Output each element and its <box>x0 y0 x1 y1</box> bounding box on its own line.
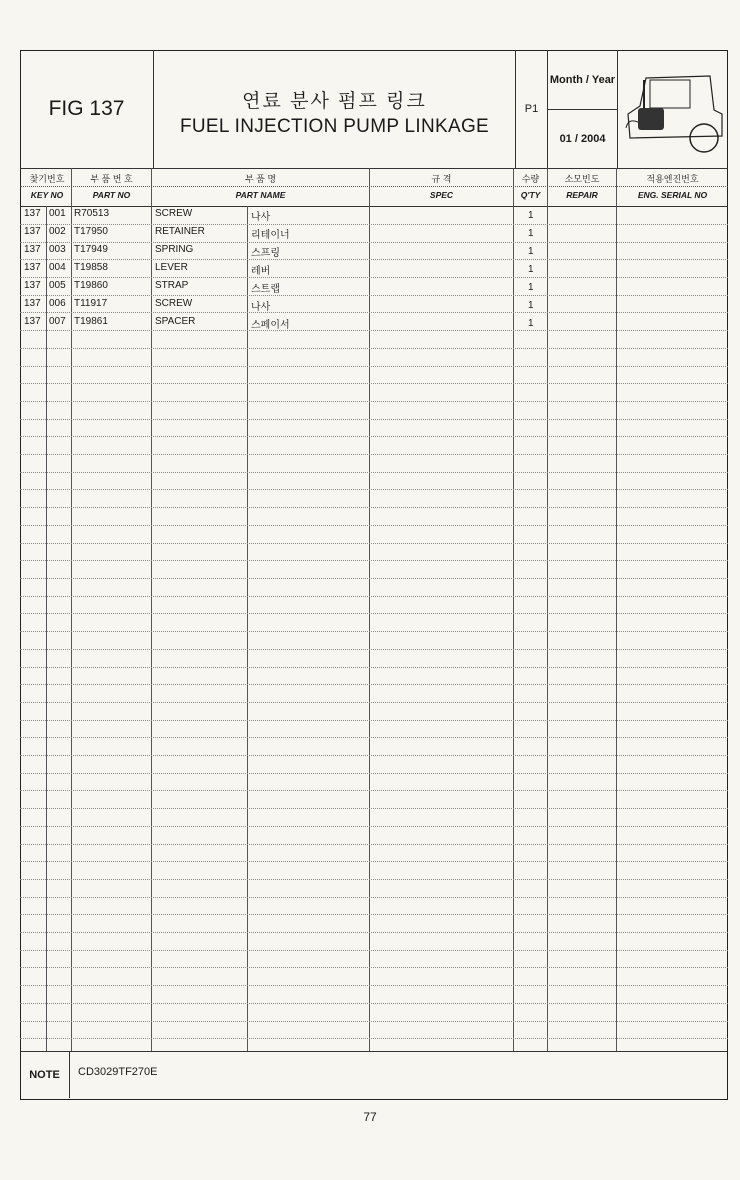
row-rule <box>20 366 728 367</box>
key-number: 001 <box>49 208 66 219</box>
row-rule <box>20 525 728 526</box>
row-rule <box>20 401 728 402</box>
quantity: 1 <box>528 282 534 293</box>
row-rule <box>20 773 728 774</box>
col-divider-repair <box>547 168 548 1051</box>
row-rule <box>20 720 728 721</box>
row-rule <box>20 649 728 650</box>
row-rule <box>20 667 728 668</box>
col-divider-name-ko <box>247 206 248 1051</box>
colhead-name-en: PART NAME <box>235 190 286 200</box>
part-name-ko: 스트랩 <box>251 284 280 295</box>
title-block <box>154 50 516 168</box>
colhead-spec-en: SPEC <box>429 190 454 200</box>
row-rule <box>20 985 728 986</box>
colhead-qty-en: Q'TY <box>520 190 541 200</box>
colhead-partno-ko: 부 품 번 호 <box>90 174 133 184</box>
part-number: T19860 <box>74 280 108 291</box>
quantity: 1 <box>528 210 534 221</box>
key-prefix: 137 <box>24 244 41 255</box>
key-number: 003 <box>49 244 66 255</box>
month-year-label: Month / Year <box>548 50 618 110</box>
part-name-en: SCREW <box>155 208 193 219</box>
row-rule <box>20 543 728 544</box>
parts-list-frame <box>20 50 728 1100</box>
part-number: R70513 <box>74 208 110 219</box>
key-prefix: 137 <box>24 298 41 309</box>
row-rule <box>20 613 728 614</box>
row-rule <box>20 844 728 845</box>
part-name-ko: 스프링 <box>251 248 280 259</box>
row-rule <box>20 737 728 738</box>
row-rule <box>20 879 728 880</box>
colhead-qty-ko: 수량 <box>521 174 540 184</box>
colhead-repair-en: REPAIR <box>566 190 598 200</box>
key-number: 002 <box>49 226 66 237</box>
colhead-key-ko: 찾기번호 <box>29 174 65 184</box>
table-top-divider <box>20 206 728 207</box>
row-rule <box>20 242 728 243</box>
part-name-en: SCREW <box>155 298 193 309</box>
key-prefix: 137 <box>24 316 41 327</box>
row-rule <box>20 560 728 561</box>
colhead-spec-ko: 규 격 <box>431 174 452 184</box>
quantity: 1 <box>528 246 534 257</box>
key-prefix: 137 <box>24 208 41 219</box>
row-rule <box>20 702 728 703</box>
row-rule <box>20 489 728 490</box>
part-number: T19858 <box>74 262 108 273</box>
col-divider-key <box>46 206 47 1051</box>
part-name-en: LEVER <box>155 262 188 273</box>
col-divider-partno <box>71 168 72 1051</box>
colhead-key-en: KEY NO <box>30 190 64 200</box>
row-rule <box>20 967 728 968</box>
row-rule <box>20 808 728 809</box>
col-divider-spec <box>369 168 370 1051</box>
part-name-en: STRAP <box>155 280 189 291</box>
part-number: T17949 <box>74 244 108 255</box>
part-name-ko: 나사 <box>251 212 271 223</box>
page-indicator: P1 <box>516 50 548 168</box>
row-rule <box>20 596 728 597</box>
key-prefix: 137 <box>24 262 41 273</box>
part-number: T17950 <box>74 226 108 237</box>
issue-date: 01 / 2004 <box>548 110 618 168</box>
row-rule <box>20 950 728 951</box>
row-rule <box>20 684 728 685</box>
header-divider <box>20 168 728 169</box>
row-rule <box>20 826 728 827</box>
row-rule <box>20 755 728 756</box>
figure-number: FIG 137 <box>20 50 154 168</box>
row-rule <box>20 861 728 862</box>
row-rule <box>20 1038 728 1039</box>
row-rule <box>20 472 728 473</box>
row-rule <box>20 897 728 898</box>
row-rule <box>20 348 728 349</box>
quantity: 1 <box>528 228 534 239</box>
row-rule <box>20 330 728 331</box>
note-label: NOTE <box>20 1052 70 1098</box>
colhead-repair-ko: 소모빈도 <box>564 174 600 184</box>
row-rule <box>20 507 728 508</box>
colhead-divider <box>20 186 728 187</box>
row-rule <box>20 295 728 296</box>
part-name-ko: 나사 <box>251 302 271 313</box>
colhead-name-ko: 부 품 명 <box>244 174 277 184</box>
row-rule <box>20 1003 728 1004</box>
note-text: CD3029TF270E <box>78 1066 158 1078</box>
part-name-ko: 리테이너 <box>251 230 290 241</box>
key-number: 004 <box>49 262 66 273</box>
col-divider-qty <box>513 168 514 1051</box>
row-rule <box>20 790 728 791</box>
row-rule <box>20 259 728 260</box>
row-rule <box>20 419 728 420</box>
title-korean: 연료 분사 펌프 링크 <box>242 91 427 112</box>
colhead-partno-en: PART NO <box>92 190 131 200</box>
title-english: FUEL INJECTION PUMP LINKAGE <box>180 116 489 137</box>
row-rule <box>20 224 728 225</box>
note-divider <box>20 1051 728 1052</box>
key-number: 005 <box>49 280 66 291</box>
part-name-en: SPRING <box>155 244 194 255</box>
row-rule <box>20 312 728 313</box>
part-number: T11917 <box>74 298 108 309</box>
row-rule <box>20 1021 728 1022</box>
key-prefix: 137 <box>24 226 41 237</box>
row-rule <box>20 578 728 579</box>
col-divider-name <box>151 168 152 1051</box>
colhead-serial-ko: 적용엔진번호 <box>646 174 699 184</box>
key-number: 006 <box>49 298 66 309</box>
col-divider-serial <box>616 168 617 1051</box>
tractor-illustration-icon <box>618 50 728 168</box>
part-name-en: SPACER <box>155 316 196 327</box>
quantity: 1 <box>528 300 534 311</box>
row-rule <box>20 277 728 278</box>
quantity: 1 <box>528 264 534 275</box>
row-rule <box>20 436 728 437</box>
colhead-serial-en: ENG. SERIAL NO <box>637 190 708 200</box>
part-name-en: RETAINER <box>155 226 205 237</box>
row-rule <box>20 383 728 384</box>
key-number: 007 <box>49 316 66 327</box>
row-rule <box>20 454 728 455</box>
row-rule <box>20 631 728 632</box>
part-name-ko: 스페이서 <box>251 320 290 331</box>
page-number: 77 <box>363 1110 377 1124</box>
row-rule <box>20 932 728 933</box>
quantity: 1 <box>528 318 534 329</box>
part-name-ko: 레버 <box>251 266 271 277</box>
key-prefix: 137 <box>24 280 41 291</box>
part-number: T19861 <box>74 316 108 327</box>
row-rule <box>20 914 728 915</box>
